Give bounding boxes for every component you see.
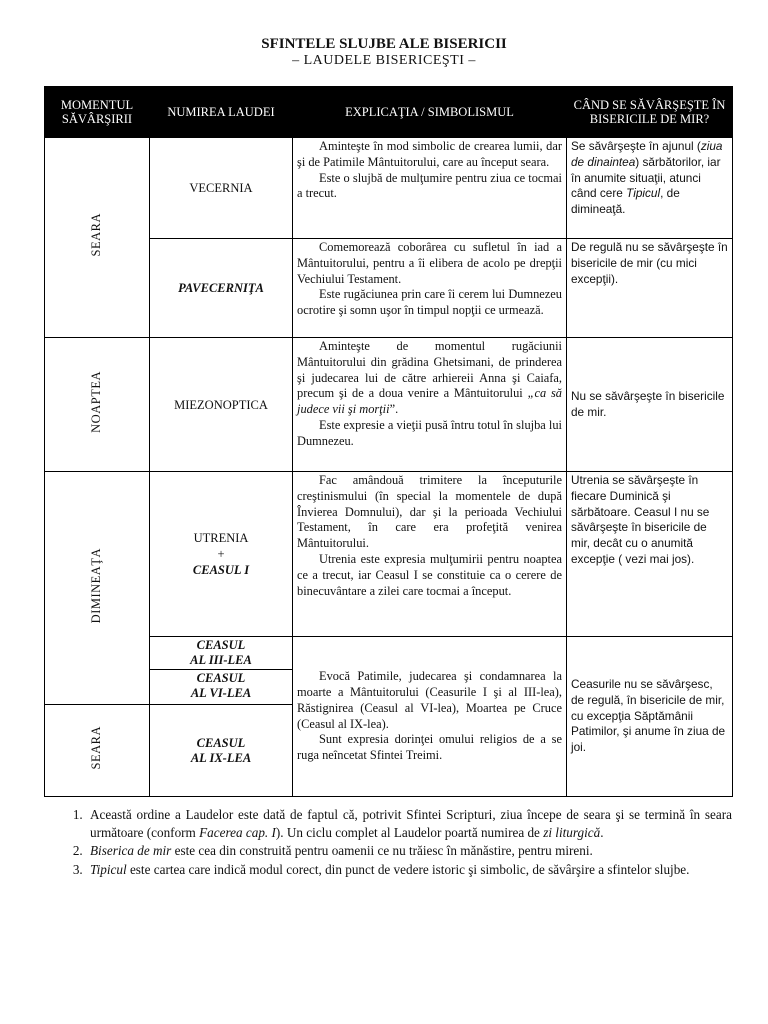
- table-header-row: [45, 87, 733, 138]
- footnote-item: [86, 861, 732, 879]
- page-title: SFINTELE SLUJBE ALE BISERICII: [261, 36, 507, 52]
- when-text-italic: Tipicul: [626, 186, 661, 201]
- note-text-italic: Biserica de mir: [90, 843, 172, 859]
- service-name-cell: [150, 338, 293, 472]
- page-subtitle: – LAUDELE BISERICEŞTI –: [292, 53, 476, 68]
- moment-label: SEARA: [89, 726, 104, 770]
- service-name-cell: [150, 472, 293, 637]
- moment-label: NOAPTEA: [89, 371, 104, 434]
- service-name: CEASUL: [196, 671, 246, 685]
- table-row: [45, 338, 733, 472]
- footnote-item: [86, 806, 732, 841]
- note-text-italic: Tipicul: [90, 861, 127, 877]
- moment-label: DIMINEAŢA: [89, 547, 104, 624]
- service-name: AL IX-LEA: [190, 750, 252, 765]
- when-text: Se săvârşeşte în ajunul (: [571, 139, 701, 153]
- explanation-cell: [293, 637, 567, 797]
- when-cell: Nu se săvârşeşte în bisericile de mir.: [567, 338, 733, 472]
- explanation-cell: [293, 338, 567, 472]
- explanation-quote: „ca să judece vii şi morţii: [297, 386, 562, 417]
- service-name: VECERNIA: [189, 181, 253, 195]
- explanation-cell: [293, 472, 567, 637]
- explanation-paragraph: Este o slujbă de mulţumire pentru ziua ce tocmai a trecut.: [297, 170, 562, 201]
- col-header-moment: MOMENTUL SĂVÂRŞIRII: [45, 87, 150, 138]
- service-name: PAVECERNIŢA: [178, 281, 264, 295]
- moment-cell-evening-2: [45, 705, 150, 797]
- when-cell: Utrenia se săvârşeşte în fiecare Duminică şi sărbătoare. Ceasul I nu se săvârşeşte în bisericile de mir, decât cu o anumită excepţie ( vezi mai jos).: [567, 472, 733, 637]
- service-name: CEASUL: [196, 638, 246, 652]
- when-cell: [567, 138, 733, 239]
- service-name: UTRENIA: [193, 531, 249, 545]
- service-name: MIEZONOPTICA: [174, 397, 268, 412]
- note-text-italic: zi liturgică: [543, 824, 601, 840]
- table-row: [45, 138, 733, 239]
- explanation-cell: [293, 138, 567, 239]
- when-text: , de dimineaţă.: [571, 186, 680, 217]
- service-name: AL VI-LEA: [190, 686, 252, 700]
- service-name-cell: [150, 239, 293, 338]
- service-name: CEASUL: [196, 735, 246, 750]
- explanation-paragraph: Evocă Patimile, judecarea şi condamnarea la moarte a Mântuitorului (Ceasurile I şi al III-lea), Răstignirea (Ceasul al VI-lea), Moartea pe Cruce (Ceasul al IX-lea).: [297, 669, 562, 731]
- moment-cell-morning: [45, 472, 150, 705]
- service-name: AL III-LEA: [190, 653, 252, 667]
- service-name: CEASUL I: [192, 563, 250, 577]
- moment-cell-night: [45, 338, 150, 472]
- col-header-explanation: EXPLICAŢIA / SIMBOLISMUL: [293, 87, 567, 138]
- explanation-text: ”.: [389, 402, 399, 417]
- table-row: [45, 472, 733, 637]
- footnotes: [64, 806, 732, 879]
- note-text: .: [600, 824, 604, 840]
- when-text: ) sărbătorilor, iar în anumite situaţii, atunci când cere: [571, 154, 721, 201]
- explanation-text: Aminteşte de momentul rugăciunii Mântuitorului din grădina Ghetsimani, de prinderea şi judecarea lui de către arhiereii Anna şi Caiafa, precum şi de a doua venire a Mântuitorului: [297, 339, 562, 401]
- note-text: ). Un ciclu complet al Laudelor poartă numirea de: [275, 824, 544, 840]
- note-text: este cartea care indică modul corect, din punct de vedere istoric şi simbolic, de săvârşire a sfintelor slujbe.: [126, 861, 690, 877]
- explanation-paragraph: Sunt expresia dorinţei omului religios de a se ruga neîncetat Sfintei Treimi.: [297, 732, 562, 763]
- service-name-plus: +: [217, 547, 225, 561]
- explanation-paragraph: [297, 339, 562, 418]
- hour-name-third: [150, 637, 292, 670]
- service-name-cell: [150, 138, 293, 239]
- note-text: Această ordine a Laudelor este dată de faptul că, potrivit Sfintei Scripturi, ziua începe de seara şi se termină în seara următoare (conform: [90, 807, 732, 840]
- explanation-paragraph: Comemorează coborârea cu sufletul în iad a Mântuitorului, pentru a îi elibera de acolo pe drepţii Vechiului Testament.: [297, 240, 562, 286]
- hour-name-sixth: [150, 670, 292, 702]
- col-header-when: CÂND SE SĂVÂRŞEŞTE ÎN BISERICILE DE MIR?: [567, 87, 733, 138]
- hour-name-ninth: [150, 705, 293, 797]
- note-text-italic: Facerea cap. I: [199, 824, 276, 840]
- note-text: este cea din construită pentru oamenii ce nu trăiesc în mănăstire, pentru mireni.: [171, 843, 593, 859]
- when-cell: Ceasurile nu se săvârşesc, de regulă, în bisericile de mir, cu excepţia Săptămânii Patimilor, şi anume în ziua de joi.: [567, 637, 733, 797]
- hours-name-cell: [150, 637, 293, 705]
- moment-label: SEARA: [89, 213, 104, 257]
- services-table: [44, 86, 733, 797]
- explanation-paragraph: Aminteşte în mod simbolic de crearea lumii, dar şi de Patimile Mântuitorului, care au început seara.: [297, 139, 562, 169]
- explanation-paragraph: Fac amândouă trimitere la începuturile creştinismului (în special la momentele de după Învierea Domnului), dar şi la perioada Vechiului Testament, în care era profeţită venirea Mântuitorului.: [297, 473, 562, 551]
- moment-cell-evening: [45, 138, 150, 338]
- footnote-item: [86, 842, 732, 860]
- explanation-paragraph: Este expresie a vieţii pusă întru totul în slujba lui Dumnezeu.: [297, 417, 562, 448]
- when-cell: De regulă nu se săvârşeşte în bisericile de mir (cu mici excepţii).: [567, 239, 733, 338]
- when-text-italic: ziua de dinaintea: [571, 139, 723, 169]
- explanation-cell: [293, 239, 567, 338]
- explanation-paragraph: Utrenia este expresia mulţumirii pentru noaptea ce a trecut, iar Ceasul I se constituie ca o cerere de binecuvântare a zilei care tocmai a început.: [297, 551, 562, 598]
- col-header-name: NUMIREA LAUDEI: [150, 87, 293, 138]
- explanation-paragraph: Este rugăciunea prin care îi cerem lui Dumnezeu ocrotire şi somn uşor în timpul nopţii ce urmează.: [297, 287, 562, 318]
